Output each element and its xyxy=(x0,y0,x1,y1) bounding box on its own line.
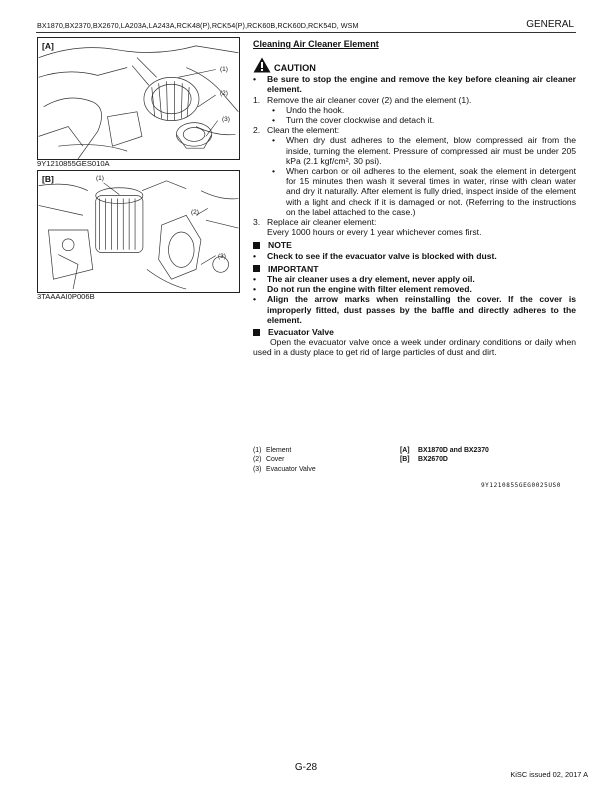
step-1-sub-2: • Turn the cover clockwise and detach it. xyxy=(272,115,435,126)
important-heading xyxy=(253,264,576,274)
step-number: 2. xyxy=(253,125,261,136)
figure-b-drawing xyxy=(38,171,239,292)
issue-info: KiSC issued 02, 2017 A xyxy=(510,770,588,779)
legend-parts xyxy=(253,446,316,474)
caution-heading xyxy=(253,57,576,73)
square-bullet-icon xyxy=(253,329,260,336)
step-text: Remove the air cleaner cover (2) and the element (1). xyxy=(267,94,472,105)
step-2 xyxy=(253,125,576,135)
important-label: IMPORTANT xyxy=(268,263,319,274)
square-bullet-icon xyxy=(253,242,260,249)
figure-a-label: [A] xyxy=(42,41,54,51)
step-number: 1. xyxy=(253,94,261,105)
caution-item: • Be sure to stop the engine and remove the key before cleaning air cleaner element. xyxy=(253,74,576,95)
figure-b-label: [B] xyxy=(42,174,54,184)
figure-a-air-cleaner xyxy=(37,37,240,160)
figure-b-air-cleaner xyxy=(37,170,240,293)
figure-a-code: 9Y1210855GES010A xyxy=(37,159,110,168)
figure-b-callout-1: (1) xyxy=(96,175,104,182)
header-models: BX1870,BX2370,BX2670,LA203A,LA243A,RCK48(P),RCK54(P),RCK60B,RCK60D,RCK54D, WSM xyxy=(37,21,359,30)
figure-a-callout-1: (1) xyxy=(220,66,228,73)
evacuator-label: Evacuator Valve xyxy=(268,327,334,338)
document-code: 9Y1210855GEG0025US0 xyxy=(480,482,561,489)
legend-part-3: (3) Evacuator Valve xyxy=(253,465,316,473)
warning-triangle-icon xyxy=(253,57,271,73)
square-bullet-icon xyxy=(253,265,260,272)
page-title: Cleaning Air Cleaner Element xyxy=(253,39,379,49)
caution-text: Be sure to stop the engine and remove the key before cleaning air cleaner element. xyxy=(267,74,576,95)
note-heading xyxy=(253,240,576,250)
figure-b-callout-2: (2) xyxy=(191,209,199,216)
content-column xyxy=(253,39,576,358)
page-number: G-28 xyxy=(294,762,318,773)
figure-b-code: 3TAAAAI0P006B xyxy=(37,292,95,301)
step-3-interval: Every 1000 hours or every 1 year whichever comes first. xyxy=(267,227,482,238)
important-item-1: • The air cleaner uses a dry element, never apply oil. xyxy=(253,274,475,285)
header-rule xyxy=(36,32,576,33)
note-item: • Check to see if the evacuator valve is blocked with dust. xyxy=(253,250,497,261)
figure-b-callout-3: (3) xyxy=(218,253,226,260)
step-2-sub-1: • When dry dust adheres to the element, blow compressed air from the inside, turning the element. Pressure of compressed air must be under 205 kPa (2.1 kgf/cm², 30 psi). xyxy=(272,135,576,166)
step-1-sub-1: • Undo the hook. xyxy=(272,104,345,115)
step-3 xyxy=(253,217,576,227)
legend-part-2: (2) Cover xyxy=(253,456,285,464)
evacuator-heading xyxy=(253,327,576,337)
caution-label: CAUTION xyxy=(274,63,316,73)
step-text: Clean the element: xyxy=(267,125,340,136)
step-text: Replace air cleaner element: xyxy=(267,217,377,228)
header-section: GENERAL xyxy=(526,19,574,30)
step-1 xyxy=(253,95,576,105)
evacuator-text: Open the evacuator valve once a week under ordinary conditions or daily when used in a dusty place to get rid of large particles of dust and dirt. xyxy=(253,337,576,358)
legend-part-1: (1) Element xyxy=(253,447,292,454)
important-item-3: • Align the arrow marks when reinstalling the cover. If the cover is improperly fitted, dust passes by the baffle and directly adheres to the element. xyxy=(253,294,576,325)
legend-figure-b: [B] BX2670D xyxy=(400,456,448,464)
note-label: NOTE xyxy=(268,240,292,251)
legend-figures xyxy=(400,446,489,465)
step-number: 3. xyxy=(253,217,261,228)
figure-a-drawing xyxy=(38,38,239,159)
important-item-2: • Do not run the engine with filter element removed. xyxy=(253,284,472,295)
figure-a-callout-3: (3) xyxy=(222,116,230,123)
step-2-sub-2: • When carbon or oil adheres to the element, soak the element in detergent for 15 minutes then wash it several times in water, rinse with clean water and dry it naturally. After element is fully dried, inspect inside of the element with a light and check if it is damaged or not. (Referring to the instructions on the label attached to the case.) xyxy=(272,166,576,217)
figure-a-callout-2: (2) xyxy=(220,90,228,97)
legend-figure-a: [A] BX1870D and BX2370 xyxy=(400,447,489,454)
